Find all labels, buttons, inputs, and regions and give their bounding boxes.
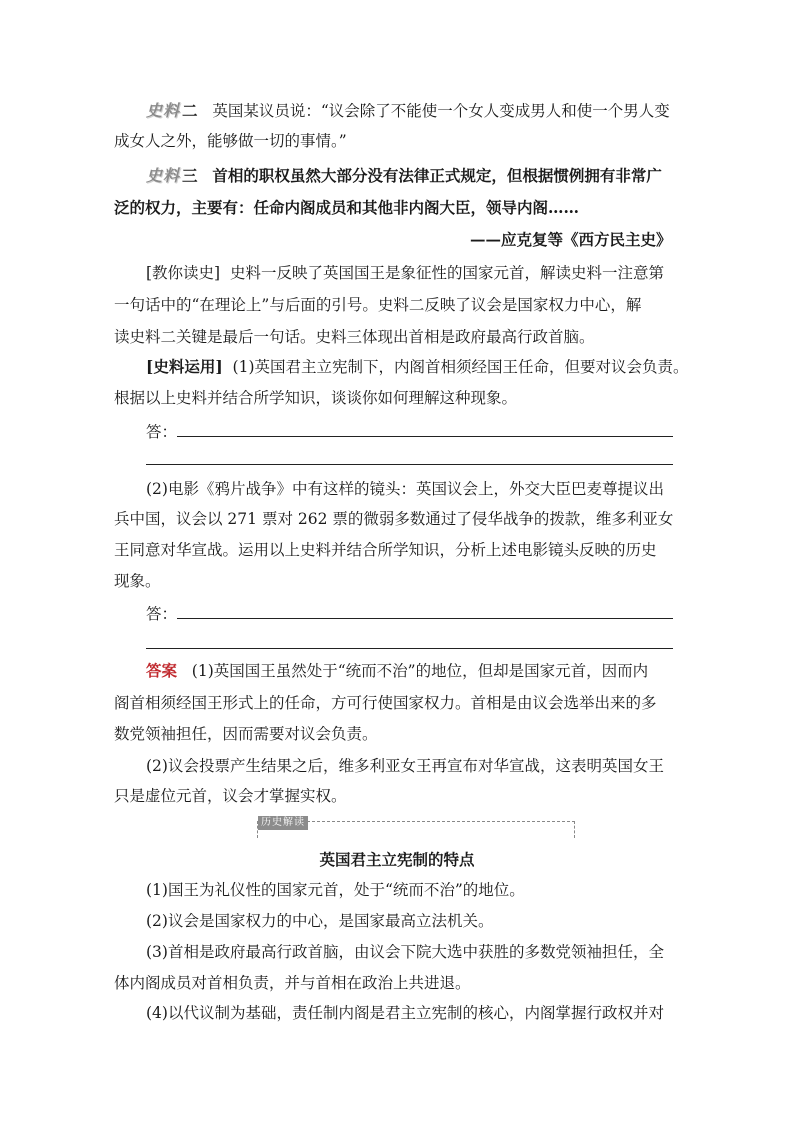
yunyong-q2-line-1: (2)电影《鸦片战争》中有这样的镜头：英国议会上，外交大臣巴麦尊提议出 [146, 480, 664, 498]
jiedu-point-1: (1)国王为礼仪性的国家元首，处于“统而不治”的地位。 [146, 881, 525, 899]
yunyong-q2-line-2: 兵中国，议会以 271 票对 262 票的微弱多数通过了侵华战争的拨款，维多利亚女 [114, 510, 674, 528]
answer-line-3: 数党领袖担任，因而需要对议会负责。 [114, 725, 378, 743]
yunyong-line-1: [史料运用] (1)英国君主立宪制下，内阁首相须经国王任命，但要对议会负责。 [146, 357, 689, 376]
yunyong-q2-line-4: 现象。 [114, 572, 161, 590]
yunyong-q1-line-2: 根据以上史料并结合所学知识，谈谈你如何理解这种现象。 [114, 389, 518, 407]
shiliao-3-line-2: 泛的权力，主要有：任命内阁成员和其他非内阁大臣，领导内阁…… [114, 198, 580, 217]
jiaoni-line-3: 读史料二关键是最后一句话。史料三体现出首相是政府最高行政首脑。 [114, 328, 595, 346]
shiliao-badge: 史料 [146, 166, 181, 185]
answer-line[interactable] [177, 436, 673, 437]
answer-line-1: 答案 (1)英国国王虽然处于“统而不治”的地位，但却是国家元首，因而内 [146, 661, 649, 680]
shiliao-2-line-1 [146, 101, 670, 121]
answer-2-line-1: (2)议会投票产生结果之后，维多利亚女王再宣布对华宣战，这表明英国女王 [146, 757, 664, 775]
answer-line[interactable] [146, 464, 673, 465]
answer-line[interactable] [177, 618, 673, 619]
jiedu-point-3-line-2: 体内阁成员对首相负责，并与首相在政治上共进退。 [114, 974, 471, 992]
jiedu-point-4-line-1: (4)以代议制为基础，责任制内阁是君主立宪制的核心，内阁掌握行政权并对 [146, 1004, 664, 1022]
shiliao-badge: 史料 [146, 101, 181, 120]
shiliao-3-source: ——应克复等《西方民主史》 [470, 230, 672, 249]
shiliao-3-line-1 [146, 166, 662, 186]
shiliao-number: 二 [182, 101, 198, 120]
answer-line-2: 阁首相须经国王形式上的任命，方可行使国家权力。首相是由议会选举出来的多 [114, 694, 657, 712]
yunyong-q2-line-3: 王同意对华宣战。运用以上史料并结合所学知识，分析上述电影镜头反映的历史 [114, 541, 657, 559]
answer-label: 答案 [146, 661, 178, 680]
jiedu-point-3-line-1: (3)首相是政府最高行政首脑，由议会下院大选中获胜的多数党领袖担任，全 [146, 943, 664, 961]
shiliao-number: 三 [182, 166, 198, 185]
shiliao-2-line-2: 成女人之外，能够做一切的事情。” [114, 132, 347, 150]
shiliao-text: 英国某议员说：“议会除了不能使一个女人变成男人和使一个男人变 [212, 102, 670, 120]
answer-prompt-2: 答： [146, 605, 178, 623]
answer-line[interactable] [146, 648, 673, 649]
yunyong-label: [史料运用] [146, 357, 223, 376]
jiaoni-line-1: [教你读史] 史料一反映了英国国王是象征性的国家元首，解读史料一注意第 [146, 264, 664, 282]
answer-prompt-1: 答： [146, 423, 178, 441]
jiedu-point-2: (2)议会是国家权力的中心，是国家最高立法机关。 [146, 912, 494, 930]
jiaoni-line-2: 一句话中的“在理论上”与后面的引号。史料二反映了议会是国家权力中心，解 [114, 296, 642, 314]
answer-2-line-2: 只是虚位元首，议会才掌握实权。 [114, 787, 347, 805]
jiaoni-label: [教你读史] [146, 264, 221, 282]
jiedu-title: 英国君主立宪制的特点 [319, 850, 475, 869]
jiedu-tag: 历史解读 [258, 816, 308, 830]
shiliao-text: 首相的职权虽然大部分没有法律正式规定，但根据惯例拥有非常广 [212, 166, 662, 185]
